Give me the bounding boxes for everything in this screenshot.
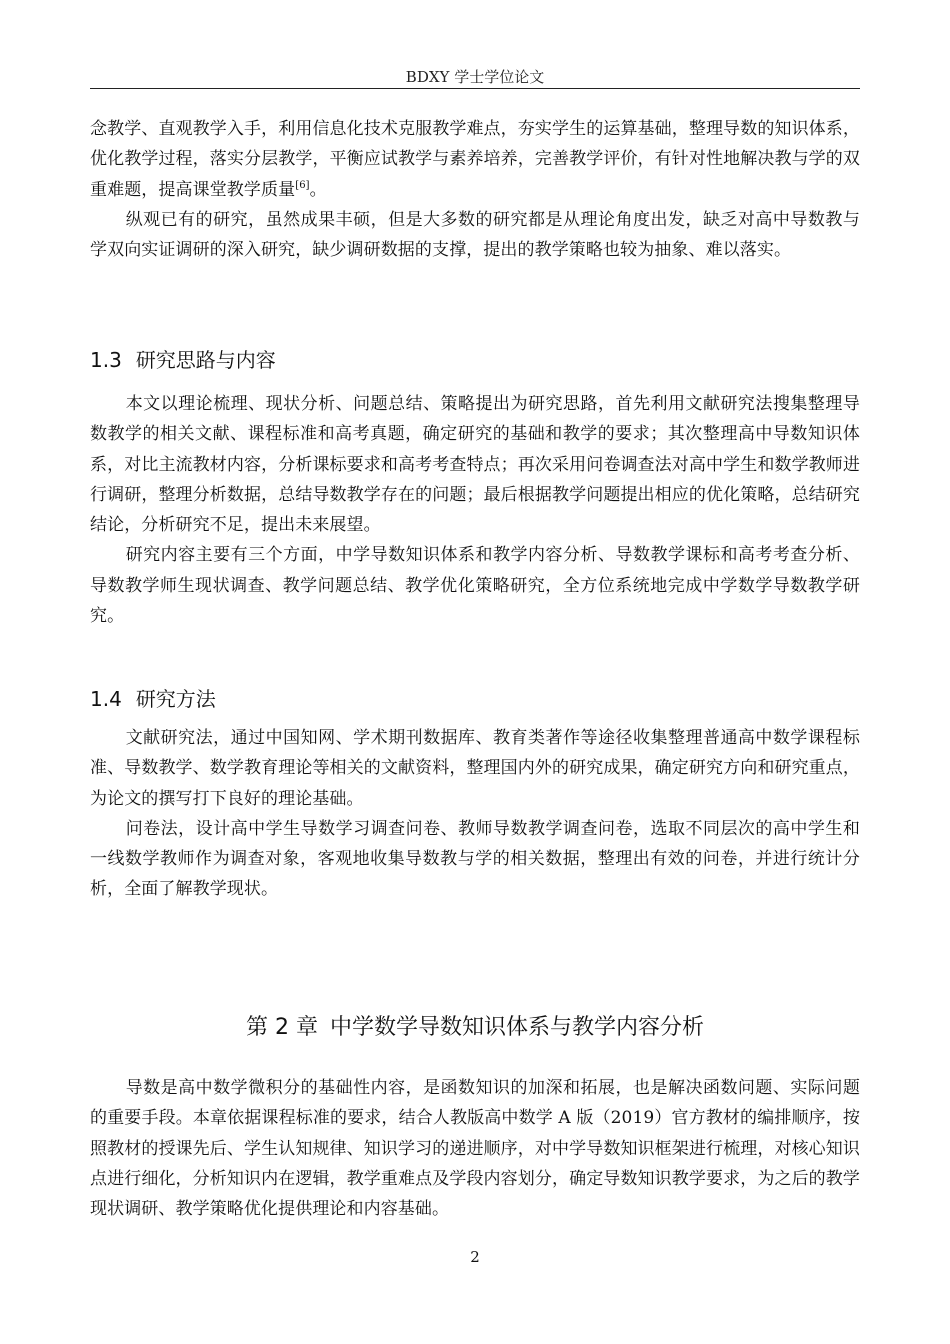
running-header: BDXY 学士学位论文 — [405, 68, 545, 86]
section-number: 1.3 — [90, 348, 122, 372]
paragraph: 研究内容主要有三个方面，中学导数知识体系和教学内容分析、导数教学课标和高考考查分析、导数教学师生现状调查、教学问题总结、教学优化策略研究，全方位系统地完成中学数学导数教学研究。 — [90, 545, 860, 627]
chapter-heading — [0, 1010, 950, 1041]
page-number: 2 — [470, 1248, 480, 1266]
paragraph: 文献研究法，通过中国知网、学术期刊数据库、教育类著作等途径收集整理普通高中数学课程标准、导数教学、数学教育理论等相关的文献资料，整理国内外的研究成果，确定研究方向和研究重点，为论文的撰写打下良好的理论基础。 — [90, 728, 860, 809]
section-number: 1.4 — [90, 687, 122, 711]
section-heading-1-4 — [90, 683, 216, 712]
header-rule — [90, 88, 860, 89]
paragraph: 问卷法，设计高中学生导数学习调查问卷、教师导数教学调查问卷，选取不同层次的高中学生和一线数学教师作为调查对象，客观地收集导数教与学的相关数据，整理出有效的问卷，并进行统计分析，全面了解教学现状。 — [90, 818, 860, 900]
section-heading-1-3 — [90, 344, 276, 373]
paragraph: 导数是高中数学微积分的基础性内容，是函数知识的加深和拓展，也是解决函数问题、实际问题的重要手段。本章依据课程标准的要求，结合人教版高中数学 A 版（2019）官方教材的编排顺序，按照教材的授课先后、学生认知规律、知识学习的递进顺序，对中学导数知识框架进行梳理，对核心知识点进行细化，分析知识内在逻辑，教学重难点及学段内容划分，确定导数知识教学要求，为之后的教学现状调研、教学策略优化提供理论和内容基础。 — [90, 1078, 860, 1220]
section-title: 研究思路与内容 — [135, 348, 276, 372]
paragraph: 纵观已有的研究，虽然成果丰硕，但是大多数的研究都是从理论角度出发，缺乏对高中导数教与学双向实证调研的深入研究，缺少调研数据的支撑，提出的教学策略也较为抽象、难以落实。 — [90, 209, 860, 261]
paragraph — [90, 114, 860, 205]
paragraph-end: 。 — [309, 179, 327, 200]
paragraph: 本文以理论梳理、现状分析、问题总结、策略提出为研究思路，首先利用文献研究法搜集整理导数教学的相关文献、课程标准和高考真题，确定研究的基础和教学的要求；其次整理高中导数知识体系，对比主流教材内容，分析课标要求和高考考查特点；再次采用问卷调查法对高中学生和数学教师进行调研，整理分析数据，总结导数教学存在的问题；最后根据教学问题提出相应的优化策略，总结研究结论，分析研究不足，提出未来展望。 — [90, 394, 860, 536]
section-1-3-body — [90, 389, 860, 631]
chapter-title: 中学数学导数知识体系与教学内容分析 — [329, 1015, 704, 1040]
section-1-4-body — [90, 723, 860, 905]
chapter-2-body — [90, 1073, 860, 1224]
paragraph-text: 念教学、直观教学入手，利用信息化技术克服教学难点，夯实学生的运算基础，整理导数的知识体系，优化教学过程，落实分层教学，平衡应试教学与素养培养，完善教学评价，有针对性地解决教与学的双重难题，提高课堂教学质量 — [90, 119, 860, 200]
citation: [6] — [295, 179, 310, 191]
section-title: 研究方法 — [135, 687, 216, 711]
intro-block — [90, 114, 860, 265]
chapter-label: 第 2 章 — [246, 1015, 318, 1040]
